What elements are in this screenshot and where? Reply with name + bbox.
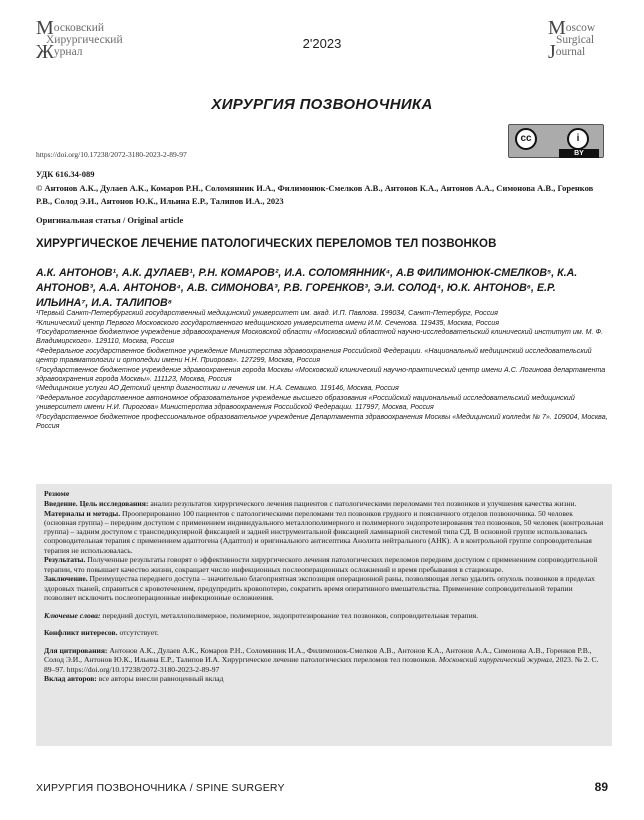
journal-logo-ru: Московский Хирургический Журнал (36, 17, 123, 63)
article-type: Оригинальная статья / Original article (36, 215, 184, 225)
issue-number: 2'2023 (302, 36, 342, 51)
cc-by-license-badge (508, 124, 604, 158)
affiliation-item: ¹Первый Санкт-Петербургский государственный медицинский университет им. акад. И.П. Павлова. 199034, Санкт-Петербург, Россия (36, 309, 498, 317)
article-title: ХИРУРГИЧЕСКОЕ ЛЕЧЕНИЕ ПАТОЛОГИЧЕСКИХ ПЕРЕЛОМОВ ТЕЛ ПОЗВОНКОВ (36, 238, 497, 250)
affiliation-item: ³Государственное бюджетное учреждение здравоохранения Московской области «Московский областной научно-исследовательский клинический институт им. М. Ф. Владимирского». 129110, Москва, Россия (36, 328, 604, 346)
affiliation-item: ⁴Федеральное государственное бюджетное учреждение Министерства здравоохранения Российской Федерации. «Национальный медицинский исследовательский центр травматологии и ортопедии имени Н.Н. Приорова». 127299, Москва, Россия (36, 346, 592, 364)
attribution-person-icon: i (567, 128, 589, 150)
running-footer: ХИРУРГИЯ ПОЗВОНОЧНИКА / SPINE SURGERY (36, 782, 285, 794)
author-contribution: Вклад авторов: все авторы внесли равноценный вклад (44, 674, 224, 684)
cc-icon: cc (515, 128, 537, 150)
affiliation-item: ²Клинический центр Первого Московского государственного медицинского университета имени И.М. Сеченова. 119435, Москва, Россия (36, 318, 500, 327)
affiliations (36, 309, 608, 431)
affiliation-item: ⁷Федеральное государственное автономное образовательное учреждение высшего образования «Российский национальный исследовательский медицинский университет имени Н.И. Пирогова» Министерства здравоохранения Российской Федерации. 117997, Москва, Россия (36, 393, 575, 411)
author-list: А.К. АНТОНОВ¹, А.К. ДУЛАЕВ¹, Р.Н. КОМАРОВ², И.А. СОЛОМЯННИК⁴, А.В ФИЛИМОНЮК-СМЕЛКОВ⁵, К.А. АНТОНОВ³, А.А. АНТОНОВ⁴, А.В. СИМОНОВА³, Р.В. ГОРЕНКОВ³, Э.И. СОЛОД⁴, Ю.К. АНТОНОВ⁶, Е.Р. ИЛЬИНА⁷, И.А. ТАЛИПОВ⁸ (36, 267, 578, 309)
doi-link[interactable]: https://doi.org/10.17238/2072-3180-2023-2-89-97 (36, 150, 187, 159)
abstract (44, 489, 606, 684)
conflict-of-interest: Конфликт интересов. отсутствует. (44, 628, 159, 638)
section-title: ХИРУРГИЯ ПОЗВОНОЧНИКА (211, 96, 433, 113)
copyright-authors: © Антонов А.К., Дулаев А.К., Комаров Р.Н., Соломянник И.А., Филимонюк-Смелков А.В., Антонов К.А., Антонов А.А., Симонова А.В., Горенков Р.В., Солод Э.И., Антонов Ю.К., Ильина Е.Р., Талипов И.А., 2023 (36, 183, 594, 206)
page-number: 89 (594, 780, 608, 794)
affiliation-item: ⁸Государственное бюджетное профессиональное образовательное учреждение Департамента здравоохранения Москвы «Медицинский колледж № 7». 109004, Москва, Россия (36, 412, 608, 430)
journal-logo-en: Moscow Surgical Journal (548, 17, 596, 63)
affiliation-item: ⁵Государственное бюджетное учреждение здравоохранения города Москвы «Московский клинический научно-практический центр имени А.С. Логинова департамента здравоохранения города Москвы». 111123, Москва, Россия (36, 365, 606, 383)
udk-code: УДК 616.34-089 (36, 169, 95, 179)
affiliation-item: ⁶Медицинские услуги АО Детский центр диагностики и лечения им. Н.А. Семашко. 119146, Москва, Россия (36, 384, 399, 393)
citation: Для цитирования: Антонов А.К., Дулаев А.К., Комаров Р.Н., Соломянник И.А., Филимонюк-Смелков А.В., Антонов К.А., Антонов А.А., Симонова А.В., Горенков Р.В., Солод Э.И., Антонов Ю.К., Ильина Е.Р., Талипов И.А. Хирургическое лечение патологических переломов тел позвонков. Московский хирургический журнал, 2023. № 2. С. 89–97. https://doi.org/10.17238/2072-3180-2023-2-89-97 (44, 646, 599, 674)
keywords: Ключевые слова: передний доступ, металлополимерное, полимерное, эндопротезирование тел позвонков, сопроводительная терапия. (44, 610, 479, 620)
abstract-heading: Резюме (44, 489, 70, 498)
abstract-introduction: Введение. Цель исследования: анализ результатов хирургического лечения пациентов с патологическими переломами тел позвонков и улучшения качества жизни. (44, 498, 577, 508)
abstract-conclusion: Заключение. Преимущества переднего доступа – значительно благоприятная экспозиция операционной раны, позволяющая легко удалить опухоль позвонков в пределах здоровых тканей, справиться с кровотечением, предупредить кровопотерю, сократить время оперативного вмешательства. Применение сопроводительной терапии позволяет исключить послеоперационные инфекционные осложнения. (44, 574, 595, 602)
abstract-results: Результаты. Полученные результаты говорят о эффективности хирургического лечения патологических переломов передним доступом с применением сопроводительной терапии, что повышает качество жизни, сокращает число инфекционных послеоперационных осложнений и время пребывания в стационаре. (44, 555, 598, 574)
by-label: BY (559, 149, 599, 158)
abstract-methods: Материалы и методы. Прооперированно 100 пациентов с патологическими переломами тел позвонков грудного и поясничного отделов позвоночника. 50 человек (основная группа) – передним доступом с применением индивидуального металлополимерного и полимерного эндопротезирования тел позвонков, 50 человек (контрольная группа) – задним доступом с транспедикулярной фиксацией и задней инструментальной фиксацией ламинарной системой типа СД. В основной группе использовалась сопроводительная терапия с применением адаптогена (Адаптол) и оригинального антисептика Анолита нейтрального (АНК). А в контрольной группе сопроводительная терапия не использовалась. (44, 508, 604, 555)
